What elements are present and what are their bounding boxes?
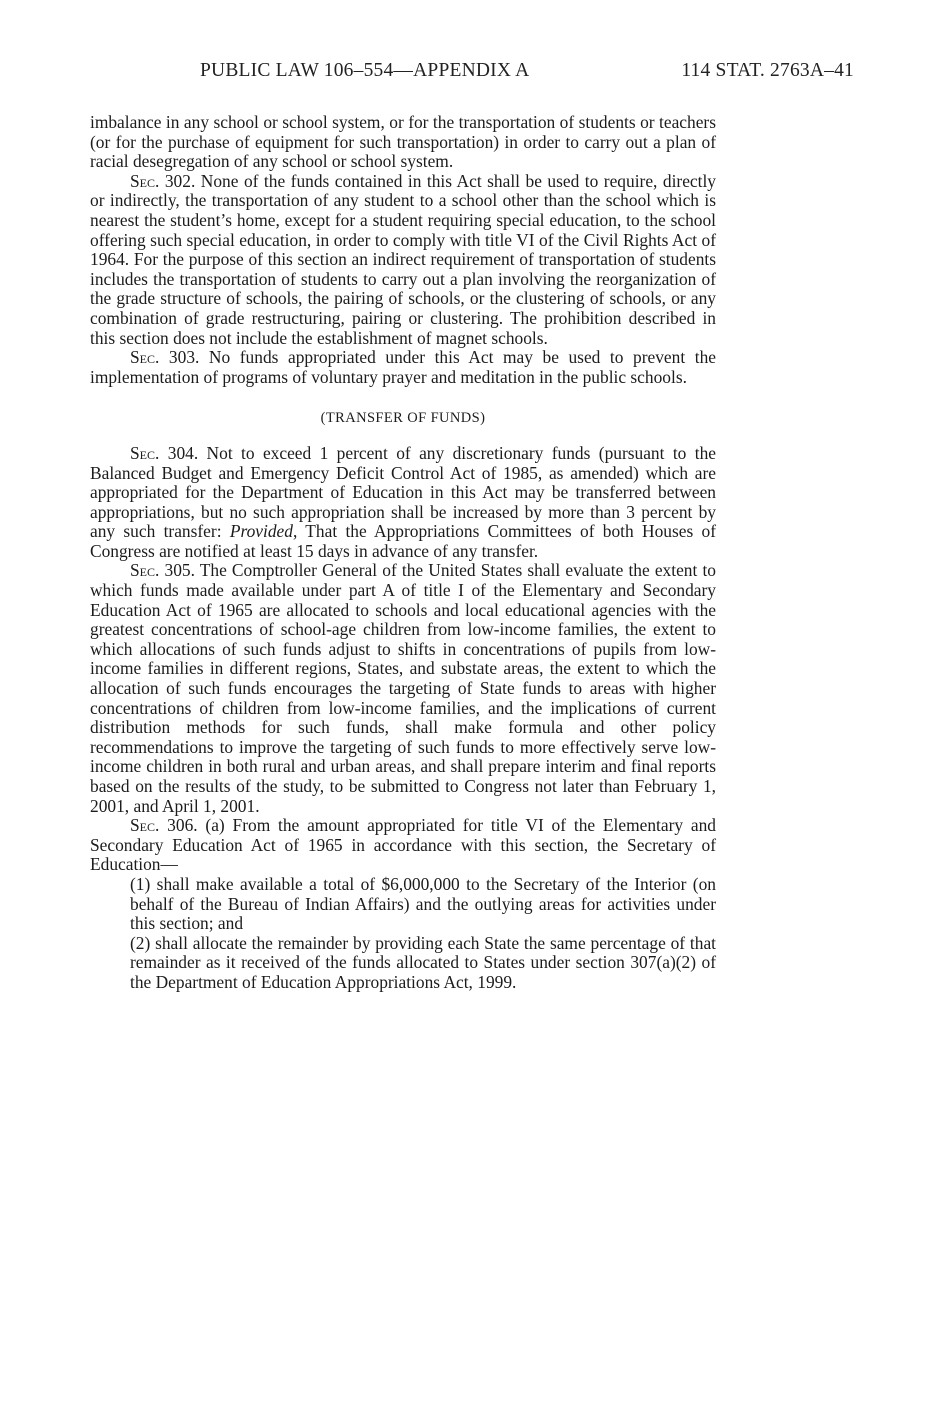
section-306-text: . 306. (a) From the amount appropriated for title VI of the Elementary and Secondary Education Act of 1965 in accordance with this section, the Secretary of Education— xyxy=(90,815,716,875)
section-label: Sec xyxy=(130,815,156,836)
section-label: Sec xyxy=(130,170,156,191)
section-306 xyxy=(90,816,716,875)
paragraph-continuation: imbalance in any school or school system, or for the transportation of students or teachers (or for the purchase of equipment for such transportation) in order to carry out a plan of racial desegregation of any school or school system. xyxy=(90,112,716,172)
section-heading: (TRANSFER OF FUNDS) xyxy=(320,410,486,427)
section-label: Sec xyxy=(130,347,156,368)
section-305-text: . 305. The Comptroller General of the United States shall evaluate the extent to which funds made available under part A of title I of the Elementary and Secondary Education Act of 1965 are allocated to schools and local educational agencies with the greatest concentrations of school-age children from low-income families, the extent to which allocations of such funds adjust to shifts in concentrations of pupils from low-income families in different regions, States, and substate areas, the extent to which the allocation of such funds encourages the targeting of State funds to areas with higher concentrations of children from low-income families, and the implications of current distribution methods for such funds, shall make formula and other policy recommendations to improve the targeting of such funds to more effectively serve low-income children in both rural and urban areas, and shall prepare interim and final reports based on the results of the study, to be submitted to Congress not later than February 1, 2001, and April 1, 2001. xyxy=(90,560,716,816)
section-302-text: . 302. None of the funds contained in this Act shall be used to require, directly or indirectly, the transportation of any student to a school other than the school which is nearest the student’s home, except for a student requiring special education, to the school offering such special education, in order to comply with title VI of the Civil Rights Act of 1964. For the purpose of this section an indirect requirement of transportation of students includes the transportation of students to carry out a plan involving the reorganization of the grade structure of schools, the pairing of schools, or the clustering of schools, or any combination of grade restructuring, pairing or clustering. The prohibition described in this section does not include the establishment of magnet schools. xyxy=(90,170,716,348)
section-304 xyxy=(90,444,716,562)
section-305 xyxy=(90,561,716,816)
section-303-text: . 303. No funds appropriated under this Act may be used to prevent the implementation of programs of voluntary prayer and meditation in the public schools. xyxy=(90,347,716,387)
section-306-item-2: (2) shall allocate the remainder by providing each State the same percentage of that remainder as it received of the funds allocated to States under section 307(a)(2) of the Department of Education Appropriations Act, 1999. xyxy=(130,932,716,992)
section-304-text-b: , That the Appropriations Committees of both Houses of Congress are notified at least 15 days in advance of any transfer. xyxy=(90,521,716,561)
section-302 xyxy=(90,172,716,348)
section-304-text-a: . 304. Not to exceed 1 percent of any discretionary funds (pursuant to the Balanced Budget and Emergency Deficit Control Act of 1985, as amended) which are appropriated for the Department of Education in this Act may be transferred between appropriations, but no such appropriation shall be increased by more than 3 percent by any such transfer: xyxy=(90,442,716,542)
section-306-item-1: (1) shall make available a total of $6,000,000 to the Secretary of the Interior (on behalf of the Bureau of Indian Affairs) and the outlying areas for activities under this section; and xyxy=(130,873,716,934)
section-303 xyxy=(90,348,716,387)
section-label: Sec xyxy=(130,442,156,463)
provided-term: Provided xyxy=(229,521,293,542)
document-body xyxy=(90,113,716,993)
running-head-stat: 114 STAT. 2763A–41 xyxy=(681,60,854,81)
section-label: Sec xyxy=(130,560,156,581)
running-head-law: PUBLIC LAW 106–554—APPENDIX A xyxy=(200,60,530,81)
